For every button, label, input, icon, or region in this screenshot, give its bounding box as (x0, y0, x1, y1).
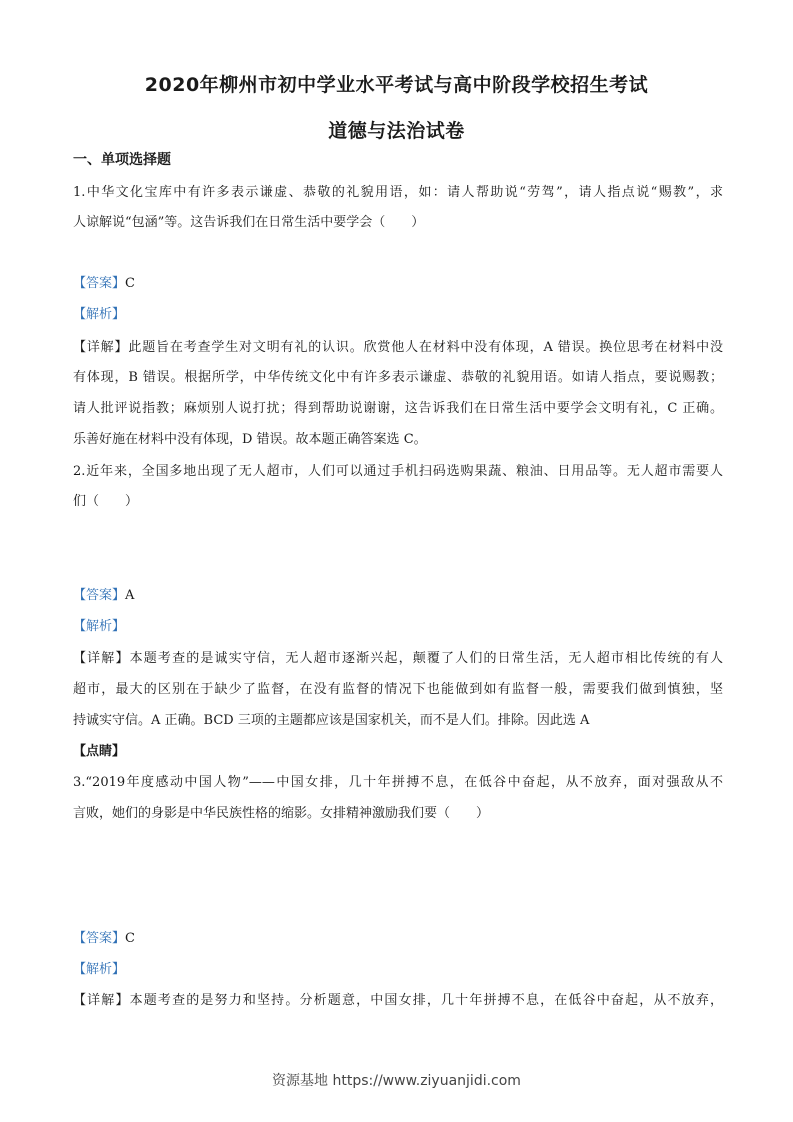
q2-analysis (73, 617, 723, 637)
detail-label: 【详解】 (73, 651, 130, 666)
q3-stem-line1: 3.“2019年度感动中国人物”——中国女排，几十年拼搏不息，在低谷中奋起，从不放弃，面对强敌从不 (73, 775, 723, 790)
analysis-label: 【解析】 (73, 307, 126, 322)
exam-title: 2020年柳州市初中学业水平考试与高中阶段学校招生考试 (144, 74, 649, 96)
q1-detail-line1: 【详解】此题旨在考查学生对文明有礼的认识。欣赏他人在材料中没有体现，A 错误。换位思考在材料中没 (73, 340, 723, 355)
analysis-label: 【解析】 (73, 619, 126, 634)
page-footer: 资源基地 https://www.ziyuanjidi.com (272, 1073, 521, 1089)
answer-label: 【答案】 (73, 276, 126, 291)
q3-answer-value: C (125, 931, 135, 946)
comment-label: 【点睛】 (73, 744, 126, 759)
q3-analysis (73, 960, 723, 980)
q3-stem-line2: 言败，她们的身影是中华民族性格的缩影。女排精神激励我们要（ ） (73, 806, 490, 821)
q1-stem-line1: 1.中华文化宝库中有许多表示谦虚、恭敬的礼貌用语，如：请人帮助说“劳驾”，请人指点说“赐教”，求 (73, 185, 723, 200)
q2-comment (73, 742, 723, 762)
q1-detail-line4: 乐善好施在材料中没有体现，D 错误。故本题正确答案选 C。 (73, 432, 427, 447)
q1-detail-line2: 有体现，B 错误。根据所学，中华传统文化中有许多表示谦虚、恭敬的礼貌用语。如请人指点，要说赐教； (73, 370, 723, 385)
detail-label: 【详解】 (73, 340, 129, 355)
answer-label: 【答案】 (73, 931, 126, 946)
q2-detail-line3: 持诚实守信。A 正确。BCD 三项的主题都应该是国家机关，而不是人们。排除。因此选 A (73, 713, 590, 728)
q1-answer (73, 274, 723, 294)
section-heading: 一、单项选择题 (73, 152, 171, 168)
analysis-label: 【解析】 (73, 962, 126, 977)
q2-stem-line1: 2.近年来，全国多地出现了无人超市，人们可以通过手机扫码选购果蔬、粮油、日用品等。无人超市需要人 (73, 464, 723, 479)
q1-stem-line2: 人谅解说“包涵”等。这告诉我们在日常生活中要学会（ ） (73, 215, 425, 230)
q2-stem-line2: 们（ ） (73, 494, 139, 509)
q2-answer-value: A (125, 588, 135, 603)
exam-subtitle: 道德与法治试卷 (328, 120, 465, 142)
q3-answer (73, 929, 723, 949)
q1-detail-line3: 请人批评说指教；麻烦别人说打扰；得到帮助说谢谢，这告诉我们在日常生活中要学会文明有礼，C 正确。 (73, 401, 723, 416)
q2-detail-line1: 【详解】本题考查的是诚实守信，无人超市逐渐兴起，颠覆了人们的日常生活，无人超市相比传统的有人 (73, 651, 723, 666)
answer-label: 【答案】 (73, 588, 126, 603)
q1-answer-value: C (125, 276, 135, 291)
q1-analysis (73, 305, 723, 325)
q2-answer (73, 586, 723, 606)
q3-detail-line1: 【详解】本题考查的是努力和坚持。分析题意，中国女排，几十年拼搏不息，在低谷中奋起，从不放弃， (73, 993, 723, 1008)
detail-label: 【详解】 (73, 993, 130, 1008)
q2-detail-line2: 超市，最大的区别在于缺少了监督，在没有监督的情况下也能做到如有监督一般，需要我们做到慎独，坚 (73, 682, 723, 697)
